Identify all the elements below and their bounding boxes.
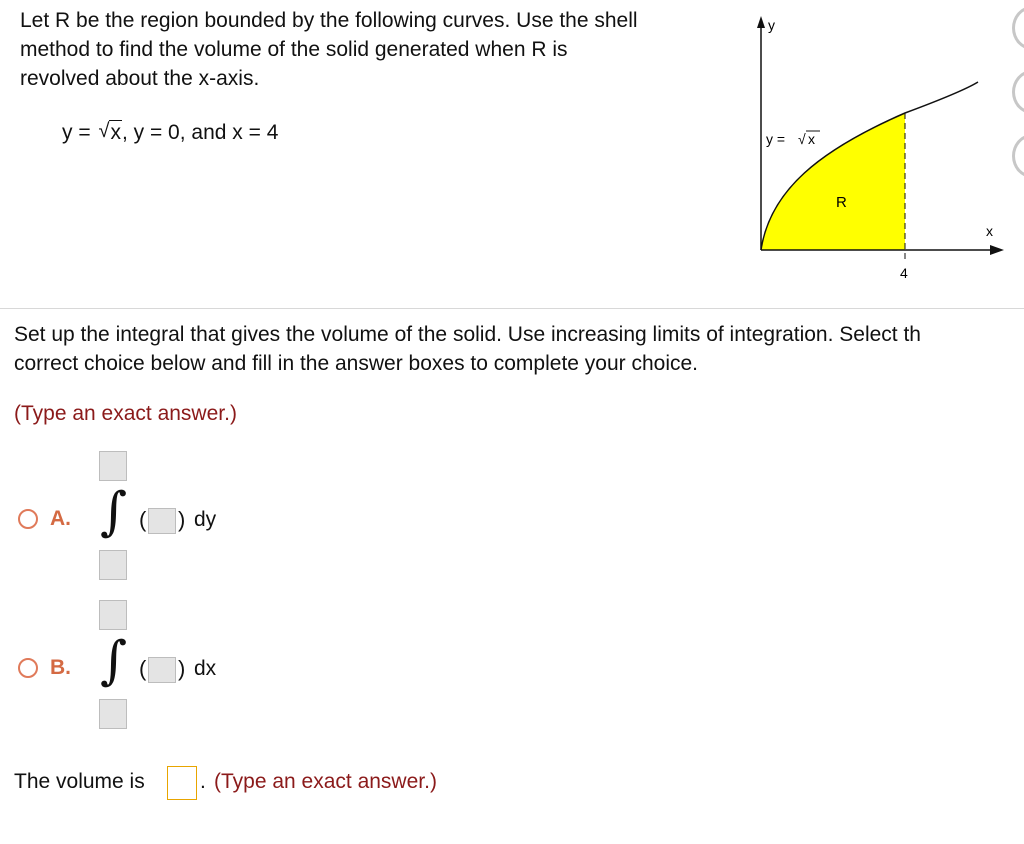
- volume-exact-answer-hint: (Type an exact answer.): [214, 770, 437, 793]
- sqrt-argument: x: [110, 121, 121, 144]
- x-axis-arrow-icon: [990, 245, 1004, 255]
- problem-line-2: method to find the volume of the solid generated when R is: [20, 38, 568, 61]
- choice-a-close-paren: ): [178, 507, 186, 532]
- choice-b-open-paren: (: [139, 656, 147, 681]
- problem-statement: [20, 6, 730, 93]
- curves-equation: [62, 121, 278, 145]
- instructions-line-2: correct choice below and fill in the answer boxes to complete your choice.: [14, 352, 699, 375]
- region-label: R: [836, 194, 847, 211]
- volume-answer-input[interactable]: [167, 766, 197, 800]
- volume-period: .: [200, 770, 206, 793]
- curve-label-radical-icon: √: [798, 131, 806, 147]
- x-tick-label: 4: [900, 265, 908, 281]
- curves-prefix: y =: [62, 121, 97, 144]
- problem-line-3: revolved about the x-axis.: [20, 67, 260, 90]
- region-graph: [740, 10, 1010, 290]
- curves-suffix: , y = 0, and x = 4: [121, 121, 279, 144]
- x-axis-label: x: [986, 223, 993, 239]
- side-button-3[interactable]: [1012, 134, 1024, 178]
- curve-label-argument: x: [808, 131, 815, 147]
- exact-answer-hint: (Type an exact answer.): [14, 402, 237, 425]
- y-axis-label: y: [768, 17, 775, 33]
- choice-a-radio[interactable]: [18, 509, 38, 529]
- section-divider: [0, 308, 1024, 309]
- choice-b-integrand-input[interactable]: [148, 657, 176, 683]
- choice-b-integral-sign: ∫: [100, 631, 128, 691]
- choice-a-lower-limit-input[interactable]: [99, 550, 127, 580]
- choice-a-open-paren: (: [139, 507, 147, 532]
- instructions: [14, 320, 1024, 378]
- choice-b-radio[interactable]: [18, 658, 38, 678]
- choice-a-differential: dy: [194, 508, 217, 531]
- side-button-2[interactable]: [1012, 70, 1024, 114]
- choice-b-close-paren: ): [178, 656, 186, 681]
- sqrt-expression: [98, 121, 122, 145]
- volume-prefix: The volume is: [14, 770, 145, 793]
- instructions-line-1: Set up the integral that gives the volume of the solid. Use increasing limits of integration. Select th: [14, 323, 921, 346]
- radical-sign-icon: √: [98, 120, 110, 142]
- choice-b-upper-limit-input[interactable]: [99, 600, 127, 630]
- y-axis-arrow-icon: [757, 16, 765, 28]
- choice-a-upper-limit-input[interactable]: [99, 451, 127, 481]
- choice-a-integrand-input[interactable]: [148, 508, 176, 534]
- choice-a-integral-sign: ∫: [100, 482, 128, 542]
- problem-line-1: Let R be the region bounded by the following curves. Use the shell: [20, 9, 638, 32]
- curve-label-prefix: y =: [766, 131, 789, 147]
- choice-b-label[interactable]: B.: [50, 656, 71, 679]
- choice-b-differential: dx: [194, 657, 217, 680]
- choice-b-lower-limit-input[interactable]: [99, 699, 127, 729]
- choice-a-label[interactable]: A.: [50, 507, 71, 530]
- side-button-1[interactable]: [1012, 6, 1024, 50]
